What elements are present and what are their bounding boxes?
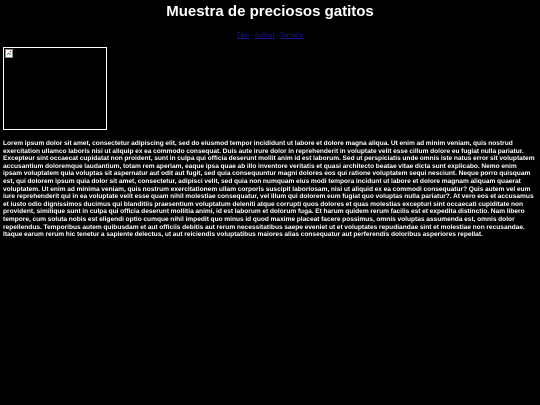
broken-image-icon [5,49,13,58]
page-title: Muestra de preciosos gatitos [166,3,374,20]
nav-link-actitud[interactable]: Actitud [254,32,275,39]
body-paragraph: Lorem ipsum dolor sit amet, consectetur adipiscing elit, sed do eiusmod tempor incididunt ut labore et dolore magna aliqua. Ut enim ad minim veniam, quis nostrud exercitation ullamco laboris nisi ut aliquip ex ea commodo consequat. Duis aute irure dolor in reprehenderit in voluptate velit esse cillum dolore eu fugiat nulla pariatur. Excepteur sint occaecat cupidatat non proident, sunt in culpa qui officia deserunt mollit anim id est laborum. Sed ut perspiciatis unde omnis iste natus error sit voluptatem accusantium doloremque laudantium, totam rem aperiam, eaque ipsa quae ab illo inventore veritatis et quasi architecto beatae vitae dicta sunt explicabo. Nemo enim ipsam voluptatem quia voluptas sit aspernatur aut odit aut fugit, sed quia consequuntur magni dolores eos qui ratione voluptatem sequi nesciunt. Neque porro quisquam est, qui dolorem ipsum quia dolor sit amet, consectetur, adipisci velit, sed quia non numquam eius modi tempora incidunt ut labore et dolore magnam aliquam quaerat voluptatem. Ut enim ad minima veniam, quis nostrum exercitationem ullam corporis suscipit laboriosam, nisi ut aliquid ex ea commodi consequatur? Quis autem vel eum iure reprehenderit qui in ea voluptate velit esse quam nihil molestiae consequatur, vel illum qui dolorem eum fugiat quo voluptas nulla pariatur?. At vero eos et accusamus et iusto odio dignissimos ducimus qui blanditiis praesentium voluptatum deleniti atque corrupti quos dolores et quas molestias excepturi sint occaecati cupiditate non provident, similique sunt in culpa qui officia deserunt mollitia animi, id est laborum et dolorum fuga. Et harum quidem rerum facilis est et expedita distinctio. Nam libero tempore, cum soluta nobis est eligendi optio cumque nihil impedit quo minus id quod maxime placeat facere possimus, omnis voluptas assumenda est, omnis dolor repellendus. Temporibus autem quibusdam et aut officiis debitis aut rerum necessitatibus saepe eveniet ut et voluptates repudiandae sint et molestiae non recusandae. Itaque earum rerum hic tenetur a sapiente delectus, ut aut reiciendis voluptatibus maiores alias consequatur aut perferendis doloribus asperiores repellat. [3,140,535,239]
nav-separator: - [276,32,279,39]
nav-link-tamano[interactable]: Tamaño [280,32,304,39]
nav-link-tipo[interactable]: Tipo [236,32,250,39]
nav-links [0,31,540,40]
nav-separator: - [250,32,254,39]
kitten-image-placeholder [3,47,107,130]
